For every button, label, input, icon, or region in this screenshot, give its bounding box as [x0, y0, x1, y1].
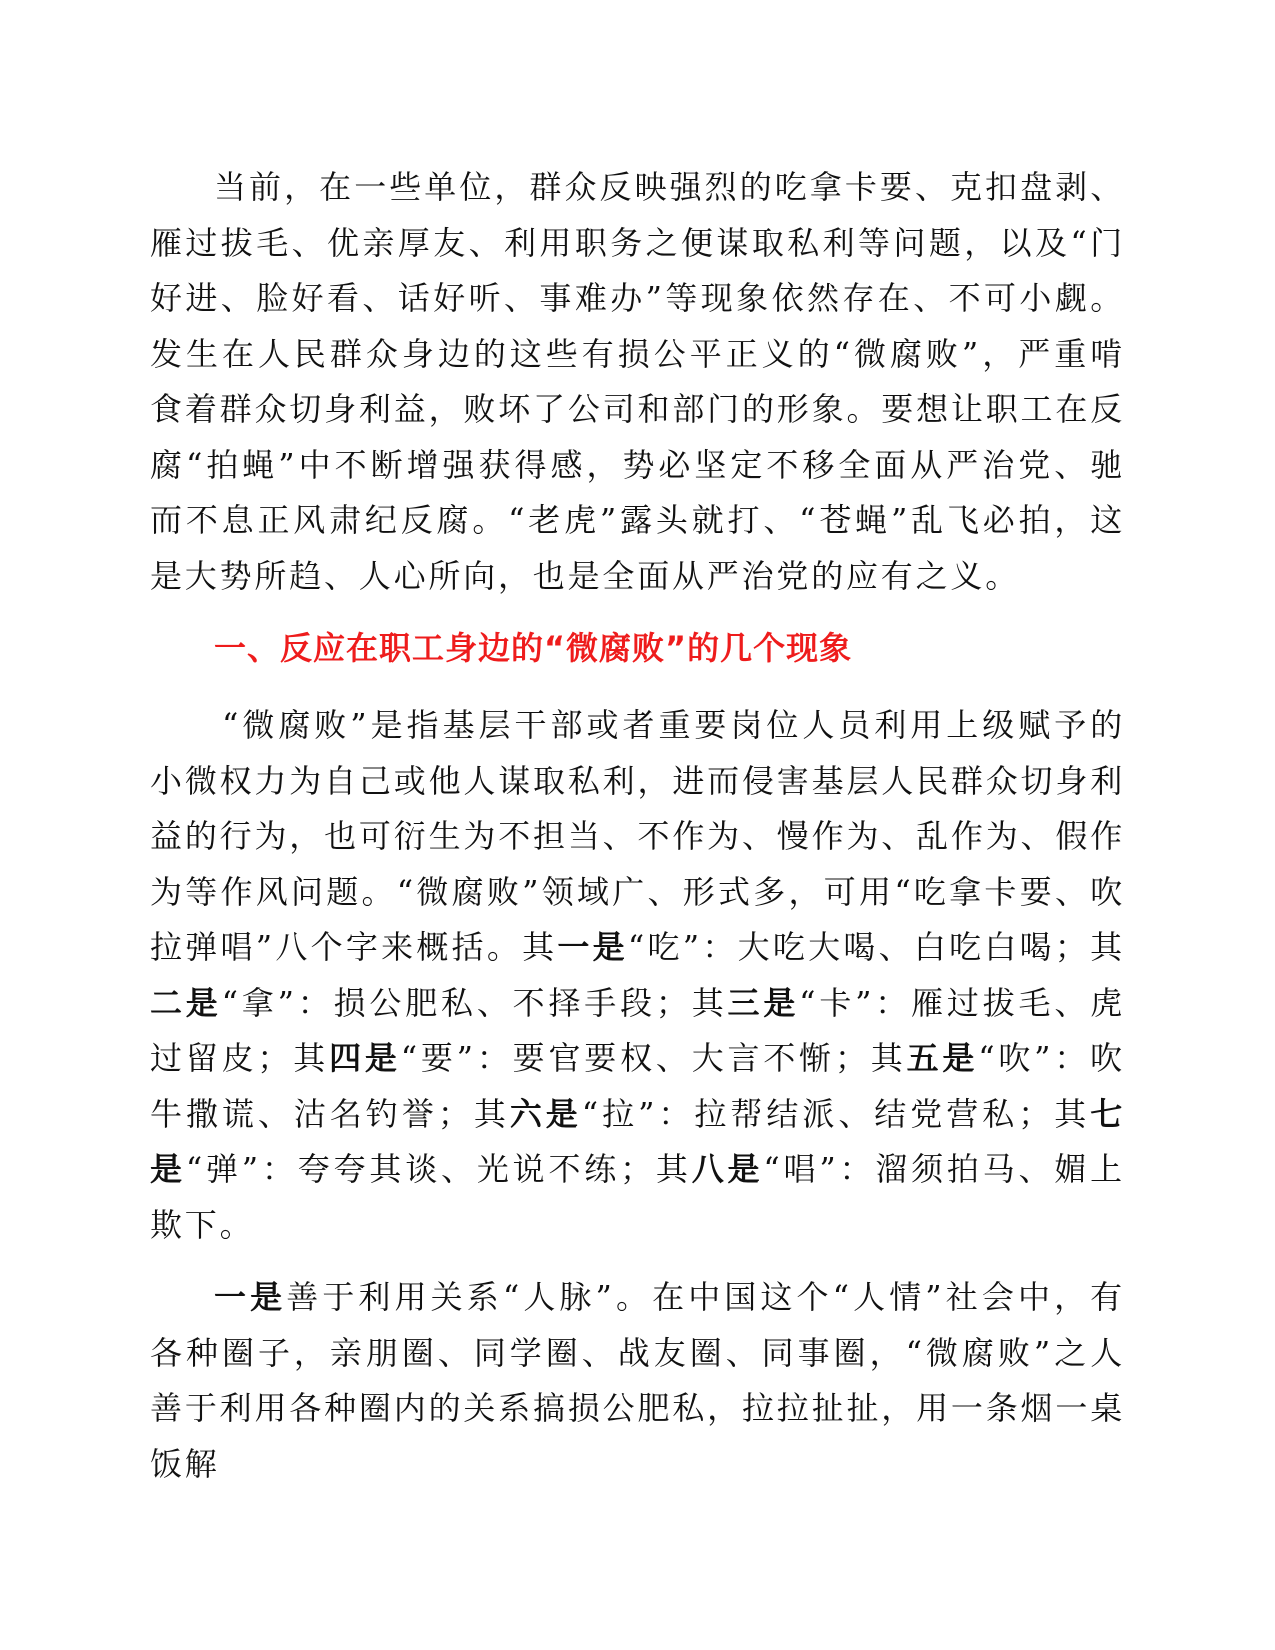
- list-item: 其五是“吹”：吹牛撒谎、沽名钓誉；: [150, 1039, 1125, 1133]
- item-ordinal: 五是: [906, 1039, 979, 1077]
- definition-intro: “微腐败”是指基层干部或者重要岗位人员利用上级赋予的小微权力为自己或他人谋取私利，进而侵害基层人民群众切身利益的行为，也可衍生为不担当、不作为、慢作为、乱作为、假作为等作风问题。“微腐败”领域广、形式多，可用“吃拿卡要、吹拉弹唱”八个字来概括。: [150, 706, 1125, 966]
- point-text: 善于利用关系“人脉”。在中国这个“人情”社会中，有各种圈子，亲朋圈、同学圈、战友圈、同事圈，“微腐败”之人善于利用各种圈内的关系搞损公肥私，拉拉扯扯，用一条烟一桌饭解: [150, 1278, 1125, 1483]
- list-item: 其四是“要”：要官要权、大言不惭；: [292, 1039, 870, 1077]
- item-ordinal: 二是: [150, 983, 222, 1022]
- item-ordinal: 三是: [727, 983, 800, 1022]
- item-ordinal: 八是: [691, 1150, 764, 1188]
- list-item: 其七是“弹”：夸夸其谈、光说不练；: [150, 1094, 1126, 1188]
- item-ordinal: 六是: [509, 1094, 582, 1133]
- list-item: 其三是“卡”：雁过拔毛、虎过留皮；: [150, 983, 1125, 1077]
- item-ordinal: 一是: [557, 928, 628, 966]
- point-ordinal: 一是: [214, 1278, 287, 1316]
- section-heading: 一、反应在职工身边的“微腐败”的几个现象: [214, 629, 853, 667]
- list-item: 其六是“拉”：拉帮结派、结党营私；: [472, 1094, 1054, 1133]
- list-item: 其一是“吃”：大吃大喝、白吃白喝；: [522, 928, 1090, 966]
- list-item: 其八是“唱”：溜须拍马、媚上欺下。: [150, 1150, 1125, 1244]
- item-ordinal: 四是: [329, 1039, 401, 1077]
- list-item: 其二是“拿”：损公肥私、不择手段；: [150, 928, 1125, 1022]
- point-one-paragraph: [150, 1270, 1125, 1492]
- item-ordinal: 七是: [150, 1094, 1126, 1188]
- intro-paragraph: 当前，在一些单位，群众反映强烈的吃拿卡要、克扣盘剥、雁过拔毛、优亲厚友、利用职务之便谋取私利等问题，以及“门好进、脸好看、话好听、事难办”等现象依然存在、不可小觑。发生在人民群众身边的这些有损公平正义的“微腐败”，严重啃食着群众切身利益，败坏了公司和部门的形象。要想让职工在反腐“拍蝇”中不断增强获得感，势必坚定不移全面从严治党、驰而不息正风肃纪反腐。“老虎”露头就打、“苍蝇”乱飞必拍，这是大势所趋、人心所向，也是全面从严治党的应有之义。: [150, 168, 1125, 595]
- definition-paragraph: [150, 698, 1125, 1253]
